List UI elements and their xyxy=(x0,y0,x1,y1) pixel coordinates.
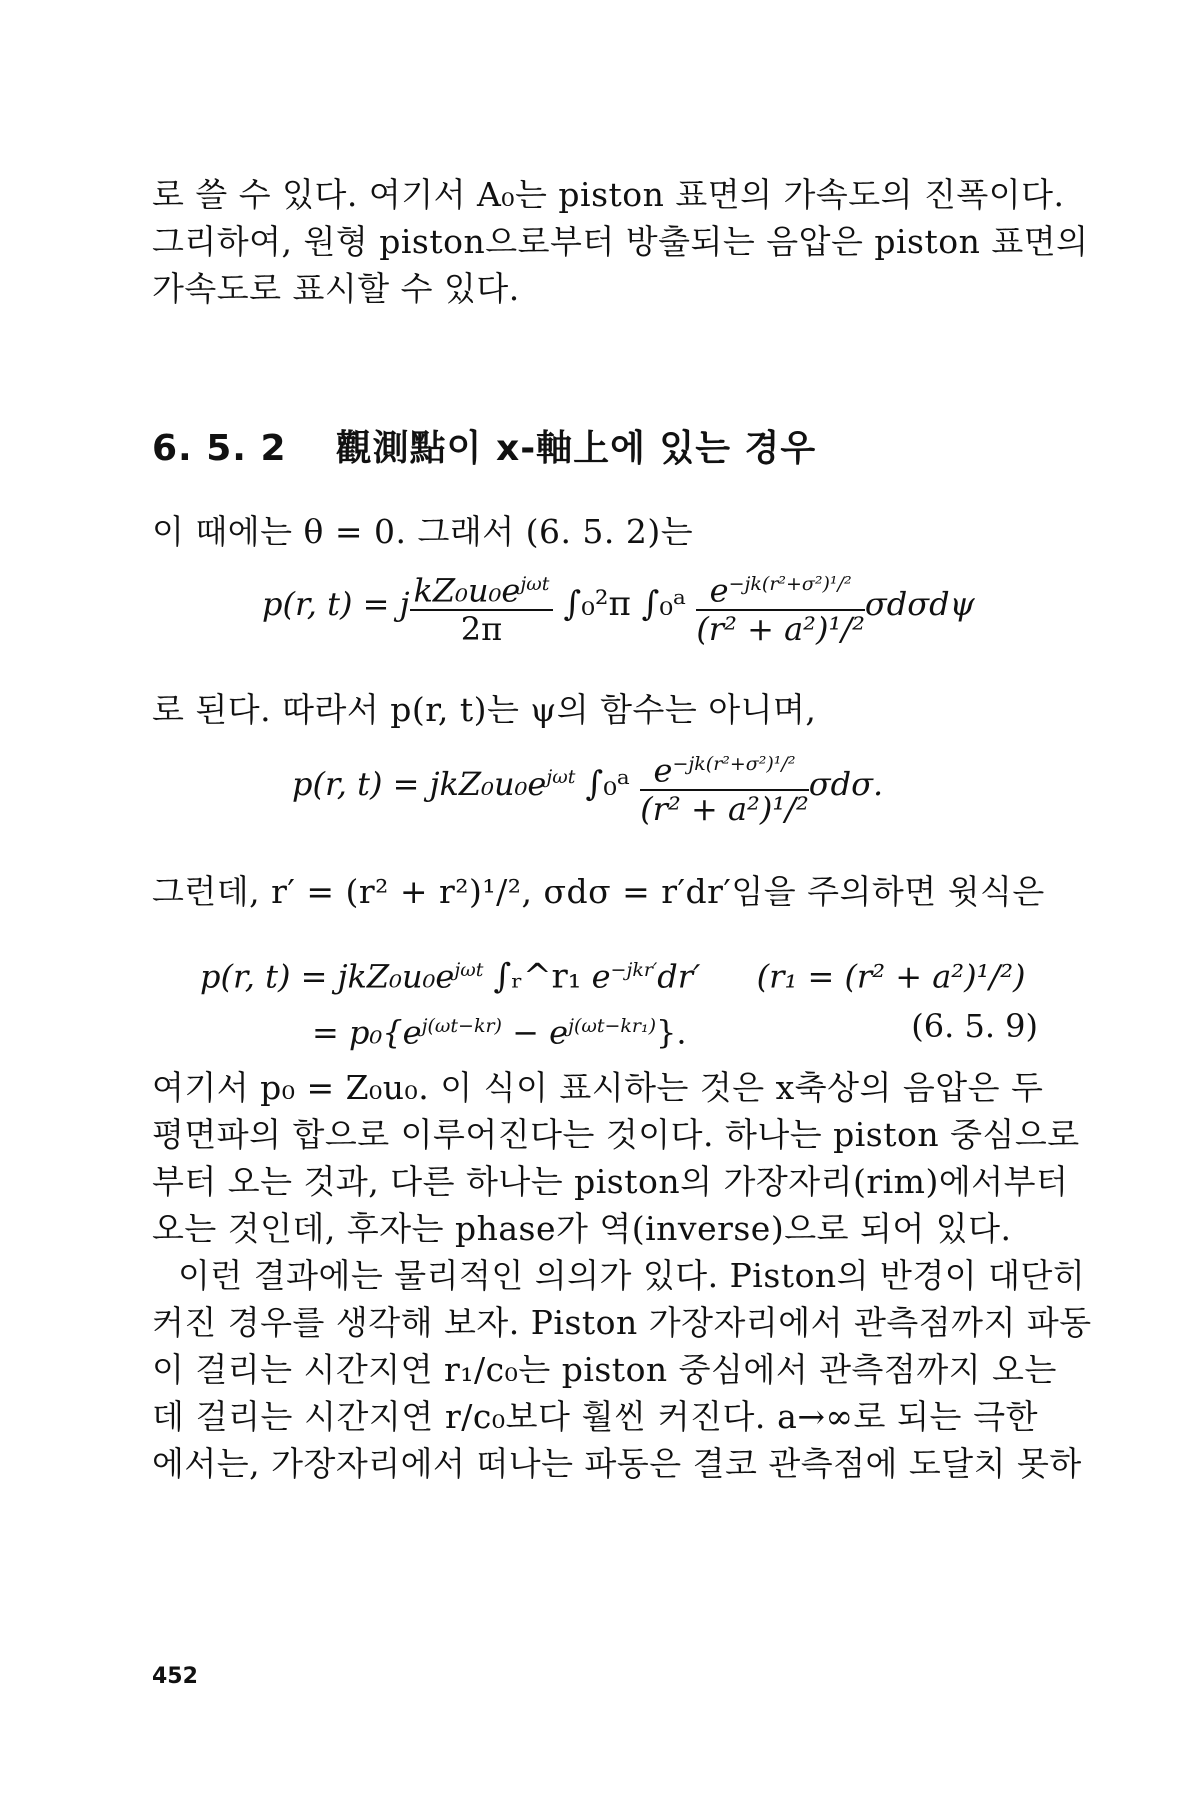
eq2-lhs: p(r, t) = jkZ₀u₀e xyxy=(292,764,547,803)
eq3-integral: ∫ᵣ^r₁ xyxy=(493,956,582,997)
eq1-numerator-sup: jωt xyxy=(520,573,550,595)
paragraph1-line3: 가속도로 표시할 수 있다. xyxy=(152,269,520,308)
eq1-integrand-den: (r² + a²)¹/² xyxy=(696,609,865,648)
eq2-integrand-num: e xyxy=(653,751,673,790)
eq2-integrand xyxy=(640,746,809,827)
eq2-integrand-den: (r² + a²)¹/² xyxy=(640,789,809,828)
eq1-numerator: kZ₀u₀e xyxy=(413,571,521,610)
eq2-lhs-sup: jωt xyxy=(546,766,576,789)
paragraph1-line1: 로 쓸 수 있다. 여기서 A₀는 piston 표면의 가속도의 진폭이다. xyxy=(152,175,1065,214)
paragraph2-line2: 평면파의 합으로 이루어진다는 것이다. 하나는 piston 중심으로 xyxy=(152,1115,1080,1154)
eq3-lhs: p(r, t) = jkZ₀u₀e xyxy=(200,957,455,996)
eq1-integrand-sup: −jk(r²+σ²)¹/² xyxy=(728,573,852,595)
equation-1 xyxy=(262,566,975,647)
eq4-sup1: j(ωt−kr) xyxy=(421,1015,502,1037)
paragraph2-line4: 오는 것인데, 후자는 phase가 역(inverse)으로 되어 있다. xyxy=(152,1209,1012,1248)
eq3-body: e xyxy=(591,957,611,996)
paragraph2-line1: 여기서 p₀ = Z₀u₀. 이 식이 표시하는 것은 x축상의 음압은 두 xyxy=(152,1068,1044,1107)
eq3-condition: (r₁ = (r² + a²)¹/²) xyxy=(756,957,1026,996)
equation-3 xyxy=(200,950,1026,997)
eq1-integrals: ∫₀²π ∫₀ᵃ xyxy=(563,583,687,624)
equation-2 xyxy=(292,746,883,827)
eq2-integrand-sup: −jk(r²+σ²)¹/² xyxy=(672,753,796,775)
theta-line: 이 때에는 θ = 0. 그래서 (6. 5. 2)는 xyxy=(152,512,694,551)
eq1-denominator: 2π xyxy=(460,609,503,648)
paragraph3-line3: 이 걸리는 시간지연 r₁/c₀는 piston 중심에서 관측점까지 오는 xyxy=(152,1350,1057,1389)
paragraph3-line5: 에서는, 가장자리에서 떠나는 파동은 결코 관측점에 도달치 못하 xyxy=(152,1444,1082,1483)
eq1-tail: σdσdψ xyxy=(864,584,975,623)
eq4-sup2: j(ωt−kr₁) xyxy=(568,1015,657,1037)
page-number: 452 xyxy=(152,1664,198,1689)
paragraph2-line3: 부터 오는 것과, 다른 하나는 piston의 가장자리(rim)에서부터 xyxy=(152,1162,1069,1201)
eq2-tail: σdσ. xyxy=(808,764,884,803)
eq1-lhs: p(r, t) = j xyxy=(262,584,410,623)
paragraph3-line2: 커진 경우를 생각해 보자. Piston 가장자리에서 관측점까지 파동 xyxy=(152,1303,1092,1342)
equation-4 xyxy=(312,1006,687,1053)
but-line: 그런데, r′ = (r² + r²)¹/², σdσ = r′dr′임을 주의하면 윗식은 xyxy=(152,872,1045,911)
eq4-end: }. xyxy=(656,1013,687,1052)
section-number: 6. 5. 2 xyxy=(152,428,287,469)
eq3-tail: dr′ xyxy=(657,957,701,996)
section-title: 觀測點이 x-軸上에 있는 경우 xyxy=(335,428,817,469)
paragraph3-line1: 이런 결과에는 물리적인 의의가 있다. Piston의 반경이 대단히 xyxy=(178,1256,1086,1295)
section-heading xyxy=(152,420,816,471)
paragraph3-line4: 데 걸리는 시간지연 r/c₀보다 훨씬 커진다. a→∞로 되는 극한 xyxy=(152,1397,1038,1436)
equation-number: (6. 5. 9) xyxy=(911,1007,1038,1045)
eq1-integrand-num: e xyxy=(709,571,729,610)
eq4-mid: − e xyxy=(501,1013,569,1052)
eq3-body-sup: −jkr′ xyxy=(610,959,658,981)
paragraph1-line2: 그리하여, 원형 piston으로부터 방출되는 음압은 piston 표면의 xyxy=(152,222,1089,261)
eq3-lhs-sup: jωt xyxy=(454,959,484,981)
then-line: 로 된다. 따라서 p(r, t)는 ψ의 함수는 아니며, xyxy=(152,690,817,729)
eq1-fraction xyxy=(410,566,554,647)
eq4-text: = p₀{e xyxy=(312,1013,422,1052)
eq1-integrand xyxy=(696,566,865,647)
eq2-integral: ∫₀ᵃ xyxy=(585,763,631,804)
